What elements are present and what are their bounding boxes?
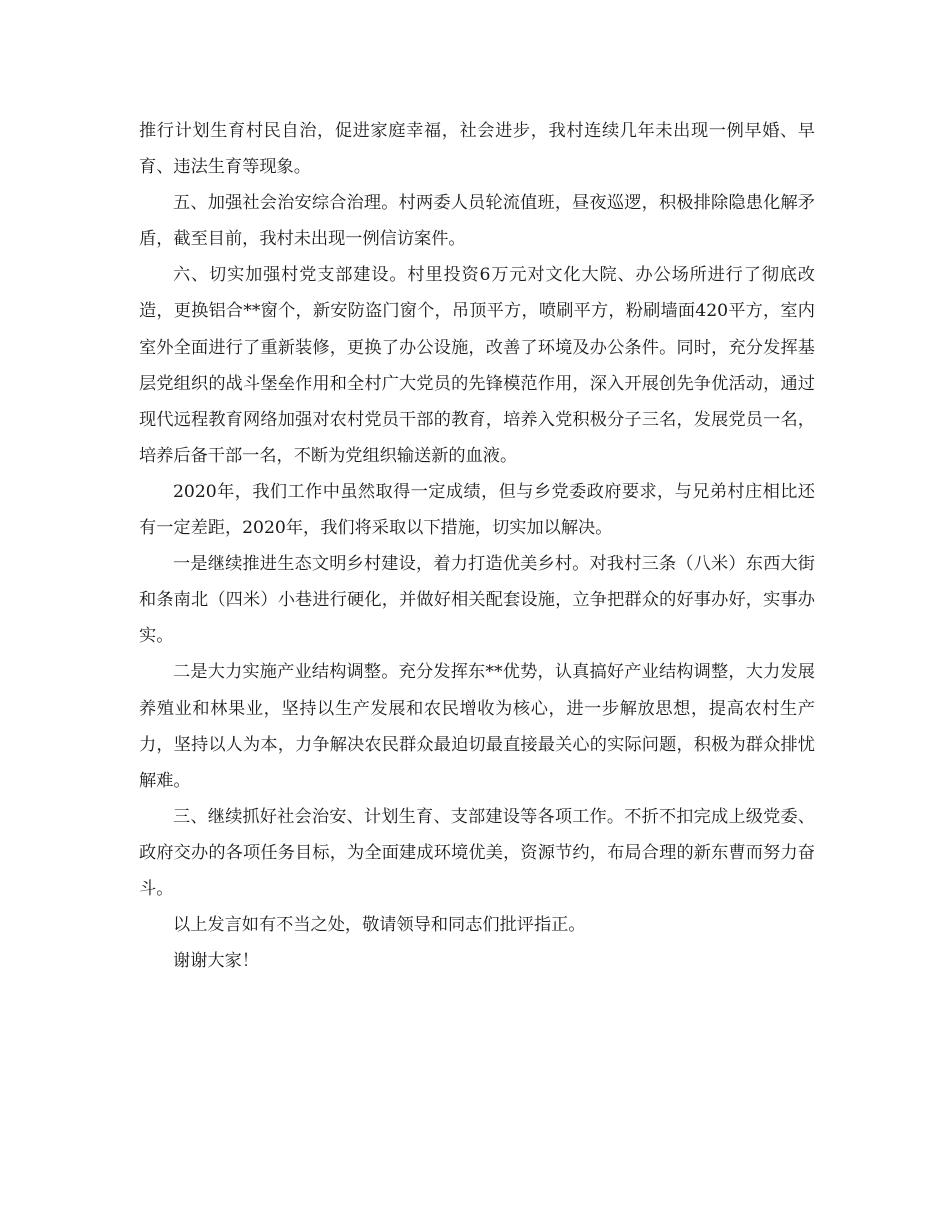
paragraph-continued-work: 三、继续抓好社会治安、计划生育、支部建设等各项工作。不折不扣完成上级党委、政府交办的各项任务目标，为全面建成环境优美，资源节约，布局合理的新东曹而努力奋斗。 <box>139 806 815 899</box>
paragraph-family-planning: 推行计划生育村民自治，促进家庭幸福，社会进步，我村连续几年未出现一例早婚、早育、违法生育等现象。 <box>139 121 815 178</box>
paragraph-public-security: 五、加强社会治安综合治理。村两委人员轮流值班，昼夜巡逻，积极排除隐患化解矛盾，截至目前，我村未出现一例信访案件。 <box>139 193 815 250</box>
paragraph-party-branch: 六、切实加强村党支部建设。村里投资6万元对文化大院、办公场所进行了彻底改造，更换铝合**窗个，新安防盗门窗个，吊顶平方，喷刷平方，粉刷墙面420平方，室内室外全面进行了重新装修，更换了办公设施，改善了环境及办公条件。同时，充分发挥基层党组织的战斗堡垒作用和全村广大党员的先锋模范作用，深入开展创先争优活动，通过现代远程教育网络加强对农村党员干部的教育，培养入党积极分子三名，发展党员一名，培养后备干部一名，不断为党组织输送新的血液。 <box>139 265 815 466</box>
paragraph-2020-summary: 2020年，我们工作中虽然取得一定成绩，但与乡党委政府要求，与兄弟村庄相比还有一定差距，2020年，我们将采取以下措施，切实加以解决。 <box>139 481 815 539</box>
document-body <box>139 113 815 979</box>
paragraph-thanks: 谢谢大家！ <box>173 951 259 972</box>
paragraph-closing-remark: 以上发言如有不当之处，敬请领导和同志们批评指正。 <box>173 915 586 936</box>
paragraph-ecological-village: 一是继续推进生态文明乡村建设，着力打造优美乡村。对我村三条（八米）东西大街和条南北（四米）小巷进行硬化，并做好相关配套设施，立争把群众的好事办好，实事办实。 <box>139 554 815 647</box>
paragraph-industry-adjustment: 二是大力实施产业结构调整。充分发挥东**优势，认真搞好产业结构调整，大力发展养殖业和林果业，坚持以生产发展和农民增收为核心，进一步解放思想，提高农村生产力，坚持以人为本，力争解决农民群众最迫切最直接最关心的实际问题，积极为群众排忧解难。 <box>139 662 815 791</box>
